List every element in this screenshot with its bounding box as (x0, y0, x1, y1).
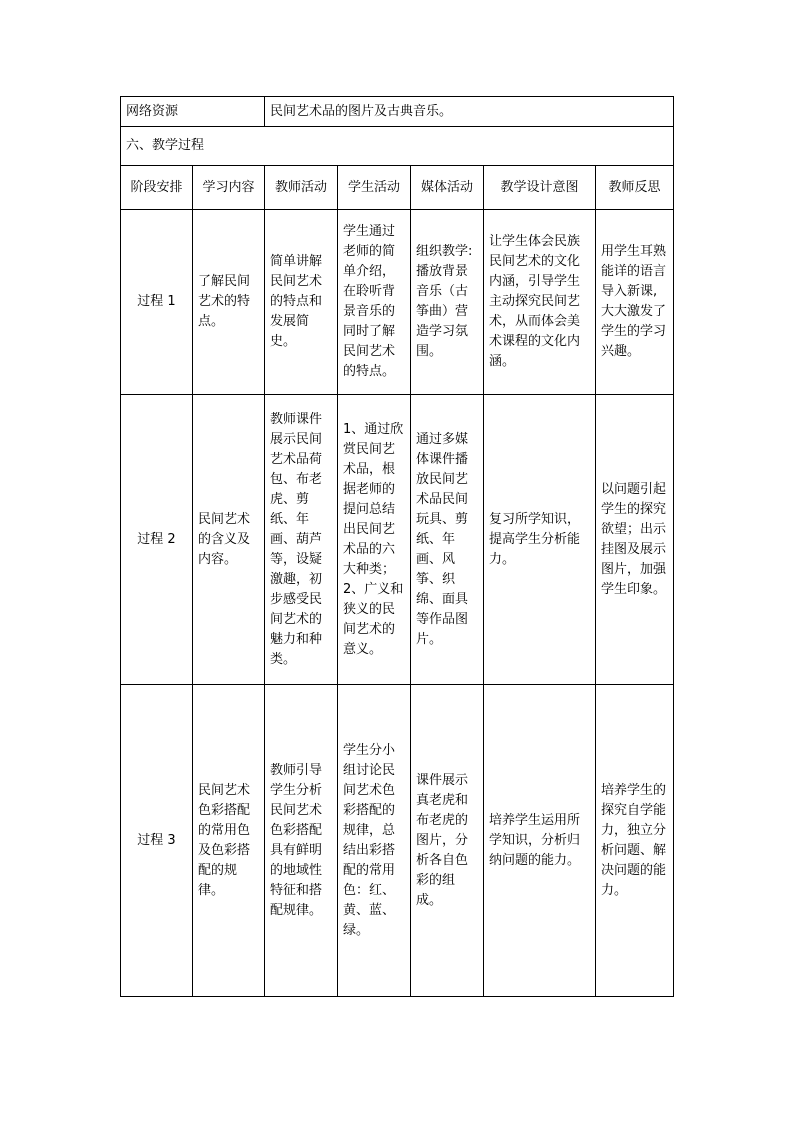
reflection-cell: 以问题引起学生的探究欲望；出示挂图及展示图片，加强学生印象。 (596, 395, 674, 685)
stage-cell: 过程 3 (121, 685, 193, 997)
intent-cell: 培养学生运用所学知识，分析归纳问题的能力。 (484, 685, 596, 997)
student-cell: 1、通过欣赏民间艺术品，根据老师的提问总结出民间艺术品的六大种类；2、广义和狭义的民间艺术的意义。 (338, 395, 411, 685)
media-cell: 课件展示真老虎和布老虎的图片，分析各自色彩的组成。 (411, 685, 484, 997)
content-cell: 了解民间艺术的特点。 (193, 210, 265, 395)
header-stage: 阶段安排 (121, 166, 193, 210)
header-student: 学生活动 (338, 166, 411, 210)
resources-row (121, 97, 674, 127)
intent-cell: 复习所学知识，提高学生分析能力。 (484, 395, 596, 685)
table-row (121, 210, 674, 395)
reflection-cell: 用学生耳熟能详的语言导入新课,大大激发了学生的学习兴趣。 (596, 210, 674, 395)
stage-cell: 过程 2 (121, 395, 193, 685)
header-intent: 教学设计意图 (484, 166, 596, 210)
header-teacher: 教师活动 (265, 166, 338, 210)
media-cell: 通过多媒体课件播放民间艺术品民间玩具、剪纸、年画、风筝、织绵、面具等作品图片。 (411, 395, 484, 685)
teacher-cell: 教师课件展示民间艺术品荷包、布老虎、剪纸、年画、葫芦等，设疑激趣，初步感受民间艺术的魅力和种类。 (265, 395, 338, 685)
header-reflection: 教师反思 (596, 166, 674, 210)
table-row (121, 685, 674, 997)
header-content: 学习内容 (193, 166, 265, 210)
resources-value: 民间艺术品的图片及古典音乐。 (265, 97, 674, 127)
teacher-cell: 简单讲解民间艺术的特点和发展简史。 (265, 210, 338, 395)
resources-label: 网络资源 (121, 97, 265, 127)
stage-cell: 过程 1 (121, 210, 193, 395)
intent-cell: 让学生体会民族民间艺术的文化内涵，引导学生主动探究民间艺术，从而体会美术课程的文化内涵。 (484, 210, 596, 395)
teacher-cell: 教师引导学生分析民间艺术色彩搭配具有鲜明的地域性特征和搭配规律。 (265, 685, 338, 997)
header-row (121, 166, 674, 210)
student-cell: 学生分小组讨论民间艺术色彩搭配的规律，总结出彩搭配的常用色：红、黄、蓝、绿。 (338, 685, 411, 997)
media-cell: 组织教学:播放背景音乐（古筝曲）营造学习氛围。 (411, 210, 484, 395)
content-cell: 民间艺术色彩搭配的常用色及色彩搭配的规律。 (193, 685, 265, 997)
section-row (121, 127, 674, 166)
table-row (121, 395, 674, 685)
header-media: 媒体活动 (411, 166, 484, 210)
student-cell: 学生通过老师的简单介绍，在聆听背景音乐的同时了解民间艺术的特点。 (338, 210, 411, 395)
content-cell: 民间艺术的含义及内容。 (193, 395, 265, 685)
teaching-process-table (120, 96, 674, 997)
section-title: 六、教学过程 (121, 127, 674, 166)
reflection-cell: 培养学生的探究自学能力，独立分析问题、解决问题的能力。 (596, 685, 674, 997)
